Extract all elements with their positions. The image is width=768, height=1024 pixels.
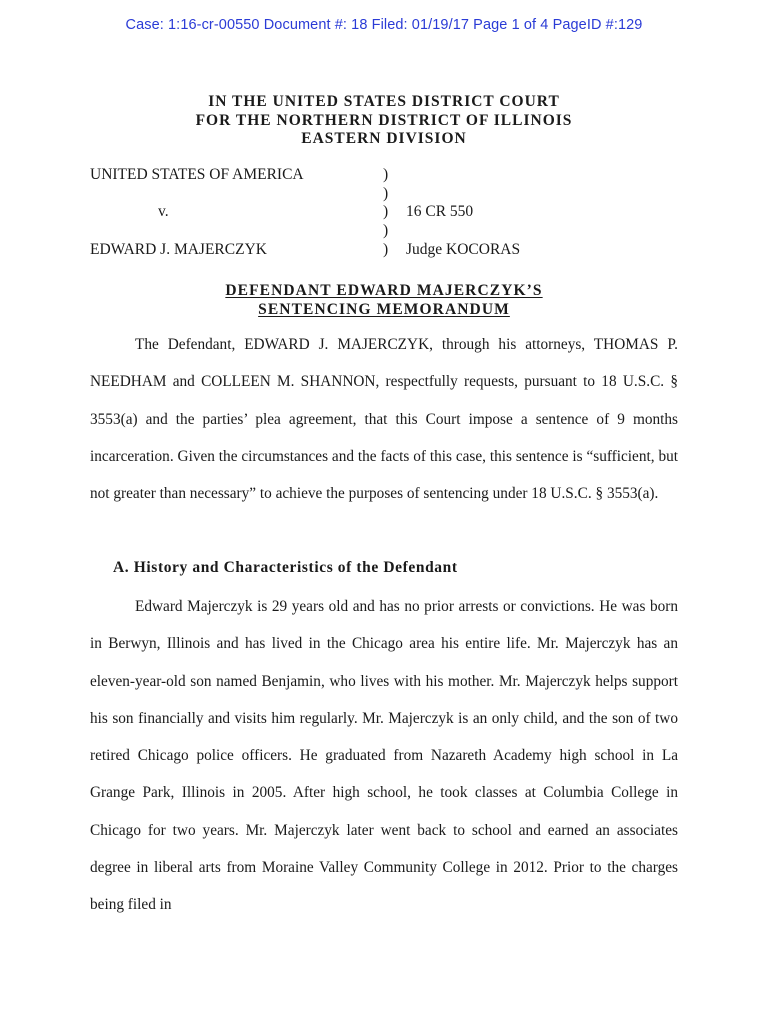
caption-row-defendant bbox=[90, 241, 690, 260]
court-heading-line-2: FOR THE NORTHERN DISTRICT OF ILLINOIS bbox=[195, 111, 573, 129]
caption-paren: ) bbox=[383, 203, 389, 221]
judge-name: Judge KOCORAS bbox=[406, 240, 521, 258]
document-title-line-1: DEFENDANT EDWARD MAJERCZYK’S bbox=[225, 282, 543, 299]
document-title bbox=[0, 281, 768, 319]
caption-paren: ) bbox=[383, 222, 389, 240]
caption-paren: ) bbox=[383, 240, 389, 258]
document-title-line-2: SENTENCING MEMORANDUM bbox=[258, 301, 510, 318]
caption-row-blank bbox=[90, 185, 690, 204]
caption-paren: ) bbox=[383, 184, 389, 202]
caption-row-versus bbox=[90, 203, 690, 222]
case-caption bbox=[90, 166, 690, 259]
court-heading bbox=[0, 93, 768, 149]
intro-paragraph: The Defendant, EDWARD J. MAJERCZYK, through his attorneys, THOMAS P. NEEDHAM and COLLEEN M. SHANNON, respectfully requests, pursuant to 18 U.S.C. § 3553(a) and the parties’ plea agreement, that this Court impose a sentence of 9 months incarceration. Given the circumstances and the facts of this case, this sentence is “sufficient, but not greater than necessary” to achieve the purposes of sentencing under 18 U.S.C. § 3553(a). bbox=[90, 336, 678, 503]
court-heading-line-1: IN THE UNITED STATES DISTRICT COURT bbox=[208, 93, 560, 110]
caption-row-plaintiff bbox=[90, 166, 690, 185]
history-paragraph: Edward Majerczyk is 29 years old and has no prior arrests or convictions. He was born in Berwyn, Illinois and has lived in the Chicago area his entire life. Mr. Majerczyk has an eleven-year-old son named Benjamin, who lives with his mother. Mr. Majerczyk helps support his son financially and visits him regularly. Mr. Majerczyk is an only child, and the son of two retired Chicago police officers. He graduated from Nazareth Academy high school in La Grange Park, Illinois in 2005. After high school, he took classes at Columbia College in Chicago for two years. Mr. Majerczyk later went back to school and earned an associates degree in liberal arts from Moraine Valley Community College in 2012. Prior to the charges being filed in bbox=[90, 598, 678, 914]
case-number: 16 CR 550 bbox=[406, 203, 474, 221]
plaintiff-name: UNITED STATES OF AMERICA bbox=[90, 166, 304, 183]
court-heading-line-3: EASTERN DIVISION bbox=[301, 130, 467, 147]
versus-label: v. bbox=[158, 203, 169, 221]
section-a-heading: A. History and Characteristics of the Defendant bbox=[113, 559, 458, 576]
caption-paren: ) bbox=[383, 166, 389, 183]
caption-row-blank bbox=[90, 222, 690, 241]
defendant-name: EDWARD J. MAJERCZYK bbox=[90, 240, 267, 258]
court-filing-stamp: Case: 1:16-cr-00550 Document #: 18 Filed: 01/19/17 Page 1 of 4 PageID #:129 bbox=[125, 17, 643, 33]
